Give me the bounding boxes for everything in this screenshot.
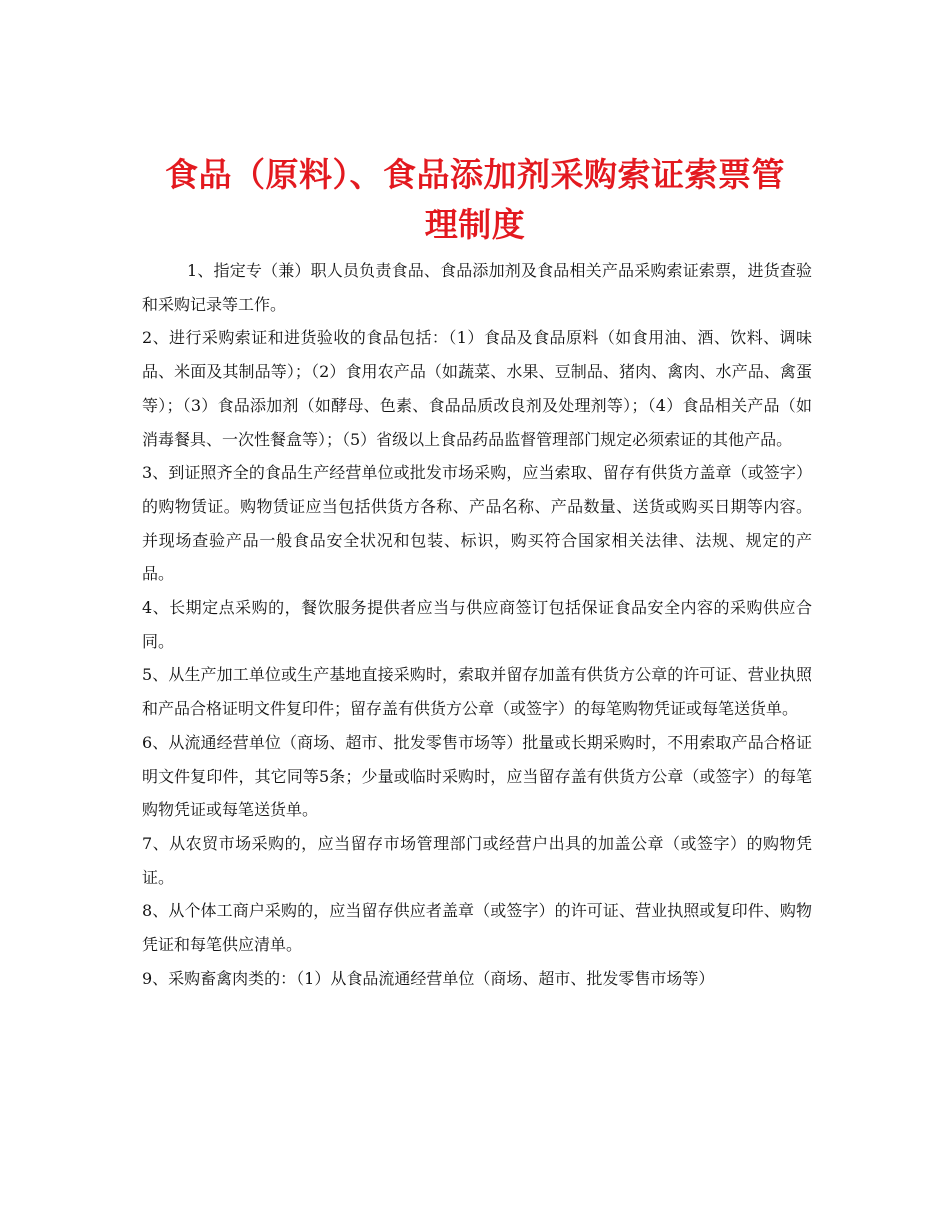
paragraph-5: 5、从生产加工单位或生产基地直接采购时，索取并留存加盖有供货方公章的许可证、营业执照和产品合格证明文件复印件；留存盖有供货方公章（或签字）的每笔购物凭证或每笔送货单。	[142, 665, 812, 719]
paragraph-4: 4、长期定点采购的，餐饮服务提供者应当与供应商签订包括保证食品安全内容的采购供应合同。	[142, 598, 812, 651]
title-line-2: 理制度	[424, 205, 526, 245]
paragraph-7: 7、从农贸市场采购的，应当留存市场管理部门或经营户出具的加盖公章（或签字）的购物凭证。	[142, 833, 812, 887]
document-body	[142, 254, 812, 995]
title-line-1: 食品（原料）、食品添加剂采购索证索票管	[165, 155, 785, 195]
paragraph-6: 6、从流通经营单位（商场、超市、批发零售市场等）批量或长期采购时，不用索取产品合格证明文件复印件，其它同等5条；少量或临时采购时，应当留存盖有供货方公章（或签字）的每笔购物凭证或每笔送货单。	[142, 732, 812, 820]
paragraph-1: 1、指定专（兼）职人员负责食品、食品添加剂及食品相关产品采购索证索票，进货查验和采购记录等工作。	[142, 261, 812, 314]
paragraph-9: 9、采购畜禽肉类的：（1）从食品流通经营单位（商场、超市、批发零售市场等）	[142, 968, 715, 988]
document-title	[100, 150, 850, 250]
paragraph-3: 3、到证照齐全的食品生产经营单位或批发市场采购，应当索取、留存有供货方盖章（或签字）的购物赁证。购物赁证应当包括供货方各称、产品名称、产品数量、送货或购买日期等内容。并现场查验产品一般食品安全状况和包装、标识，购买符合国家相关法律、法规、规定的产品。	[142, 463, 812, 584]
paragraph-8: 8、从个体工商户采购的，应当留存供应者盖章（或签字）的许可证、营业执照或复印件、购物凭证和每笔供应清单。	[142, 901, 812, 955]
paragraph-2: 2、进行采购索证和进货验收的食品包括：（1）食品及食品原料（如食用油、酒、饮料、调味品、米面及其制品等）；（2）食用农产品（如蔬菜、水果、豆制品、猪肉、禽肉、水产品、禽蛋等）；（3）食品添加剂（如酵母、色素、食品品质改良剂及处理剂等）；（4）食品相关产品（如消毒餐具、一次性餐盒等）；（5）省级以上食品药品监督管理部门规定必须索证的其他产品。	[142, 328, 812, 449]
